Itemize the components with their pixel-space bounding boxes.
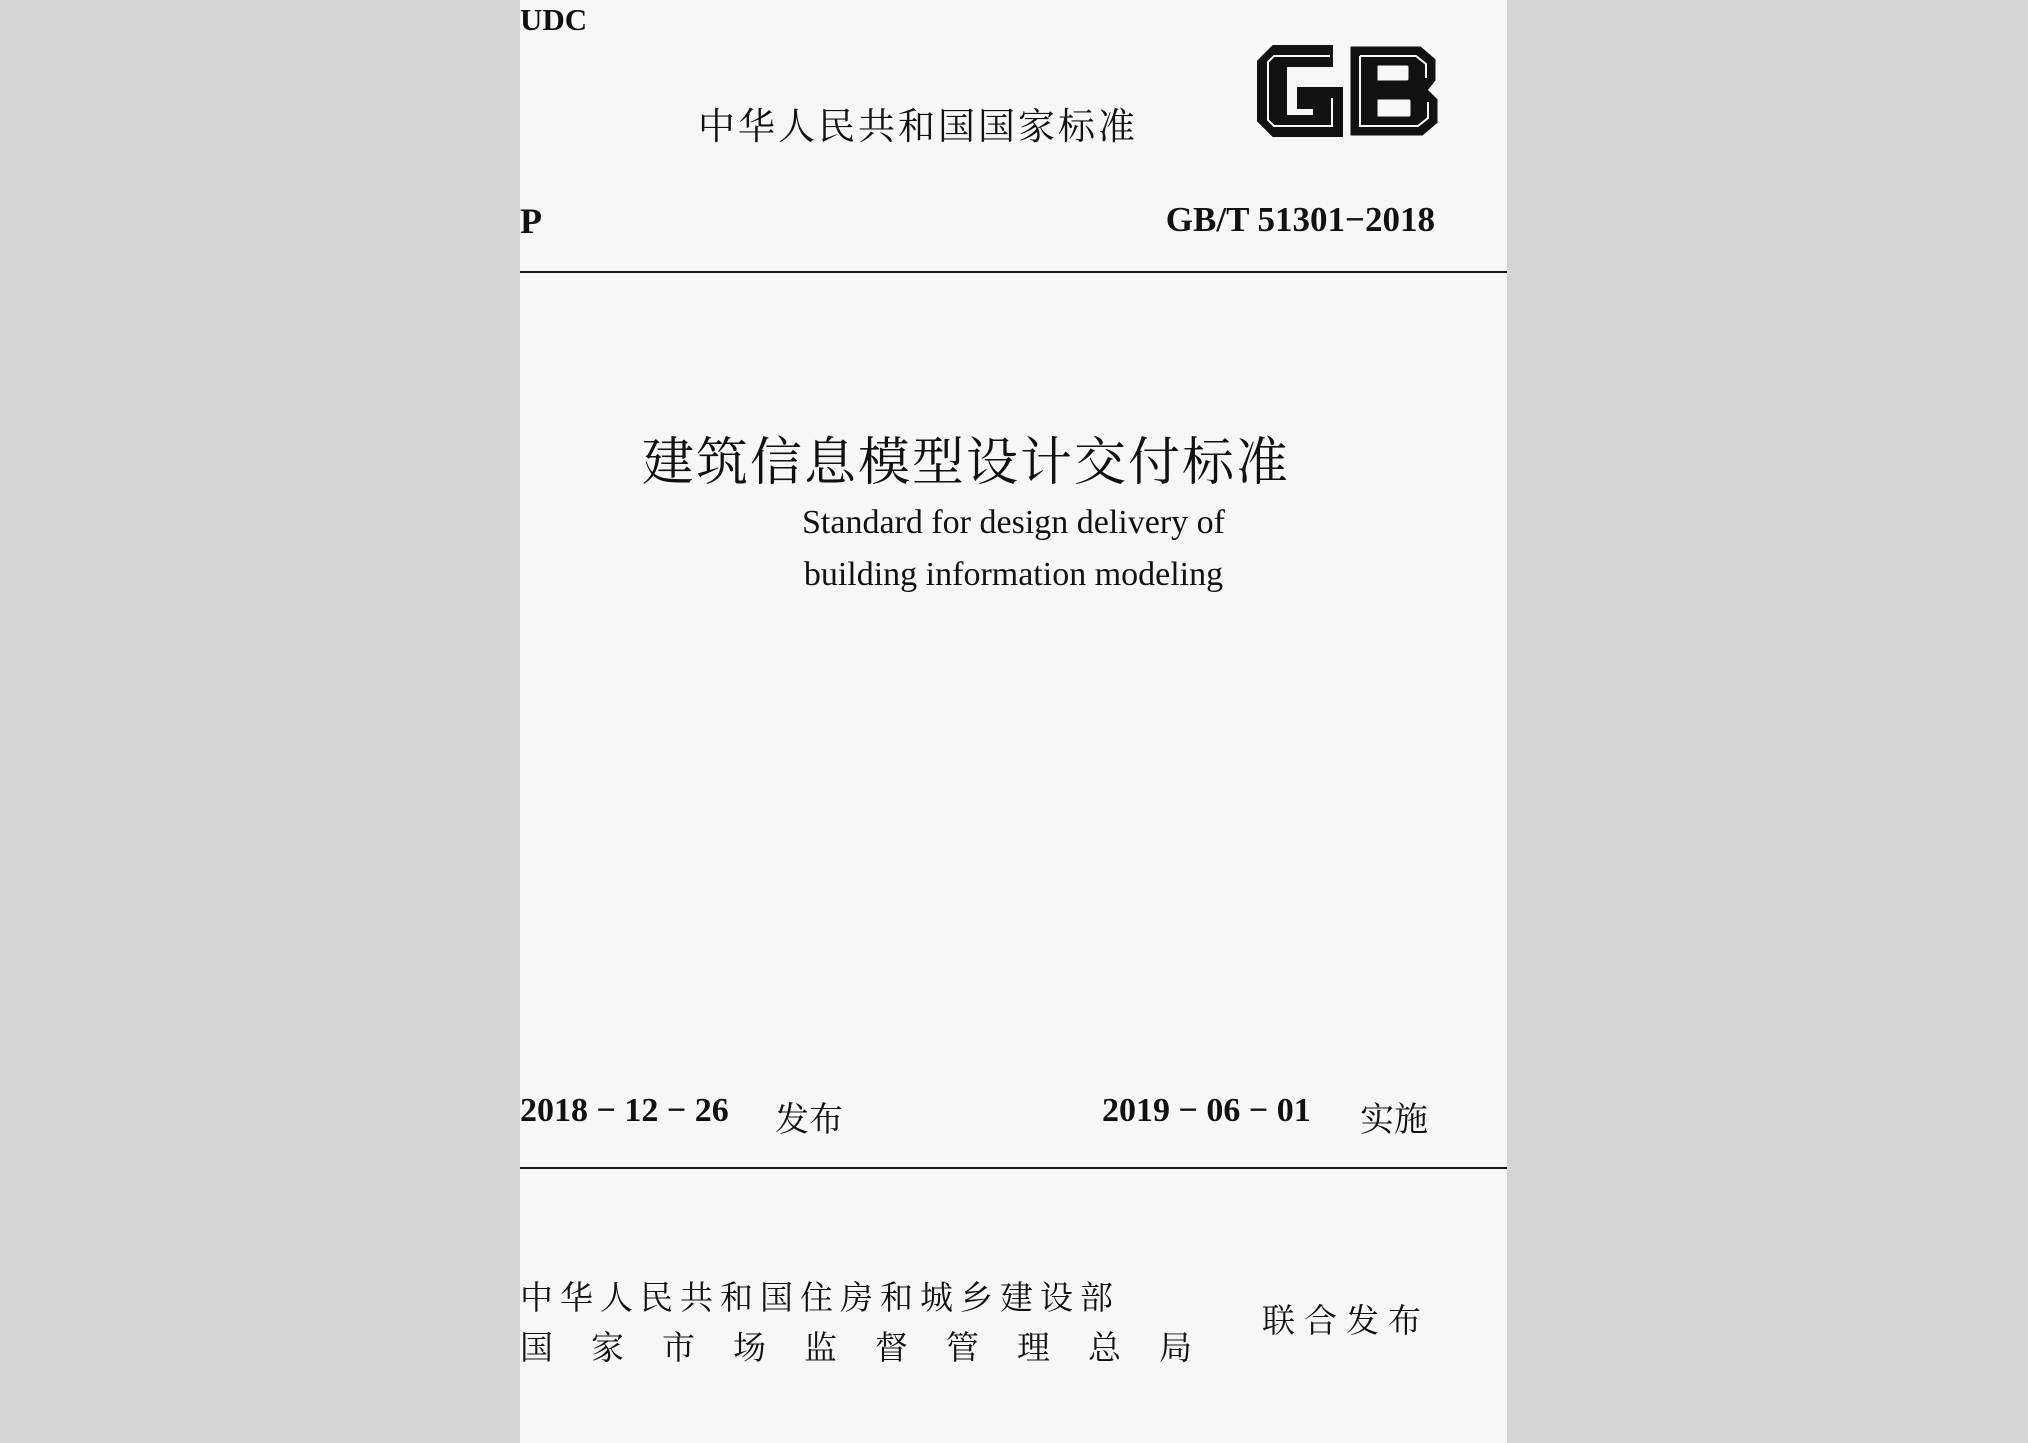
gb-logo bbox=[1252, 40, 1442, 140]
implementation-date: 2019 − 06 − 01 bbox=[1102, 1092, 1311, 1129]
udc-label: UDC bbox=[520, 2, 588, 37]
bottom-divider bbox=[520, 1167, 1507, 1169]
standard-number: GB/T 51301−2018 bbox=[1165, 200, 1435, 239]
logo-text: GB bbox=[1252, 40, 1254, 41]
standard-cover-page bbox=[520, 0, 1507, 1443]
issuer-administration: 国家市场监督管理总局 bbox=[520, 1328, 1230, 1367]
title-english-line1: Standard for design delivery of bbox=[802, 504, 1225, 541]
category-code: P bbox=[520, 201, 542, 241]
issue-date: 2018 − 12 − 26 bbox=[520, 1092, 729, 1129]
national-standard-heading: 中华人民共和国国家标准 bbox=[698, 105, 1138, 148]
issue-label: 发布 bbox=[775, 1100, 843, 1140]
issuer-ministry: 中华人民共和国住房和城乡建设部 bbox=[520, 1278, 1120, 1317]
title-chinese: 建筑信息模型设计交付标准 bbox=[642, 433, 1291, 493]
top-divider bbox=[520, 271, 1507, 273]
implementation-label: 实施 bbox=[1360, 1100, 1428, 1140]
title-english-line2: building information modeling bbox=[803, 556, 1224, 593]
joint-issue-label: 联合发布 bbox=[1262, 1301, 1430, 1340]
